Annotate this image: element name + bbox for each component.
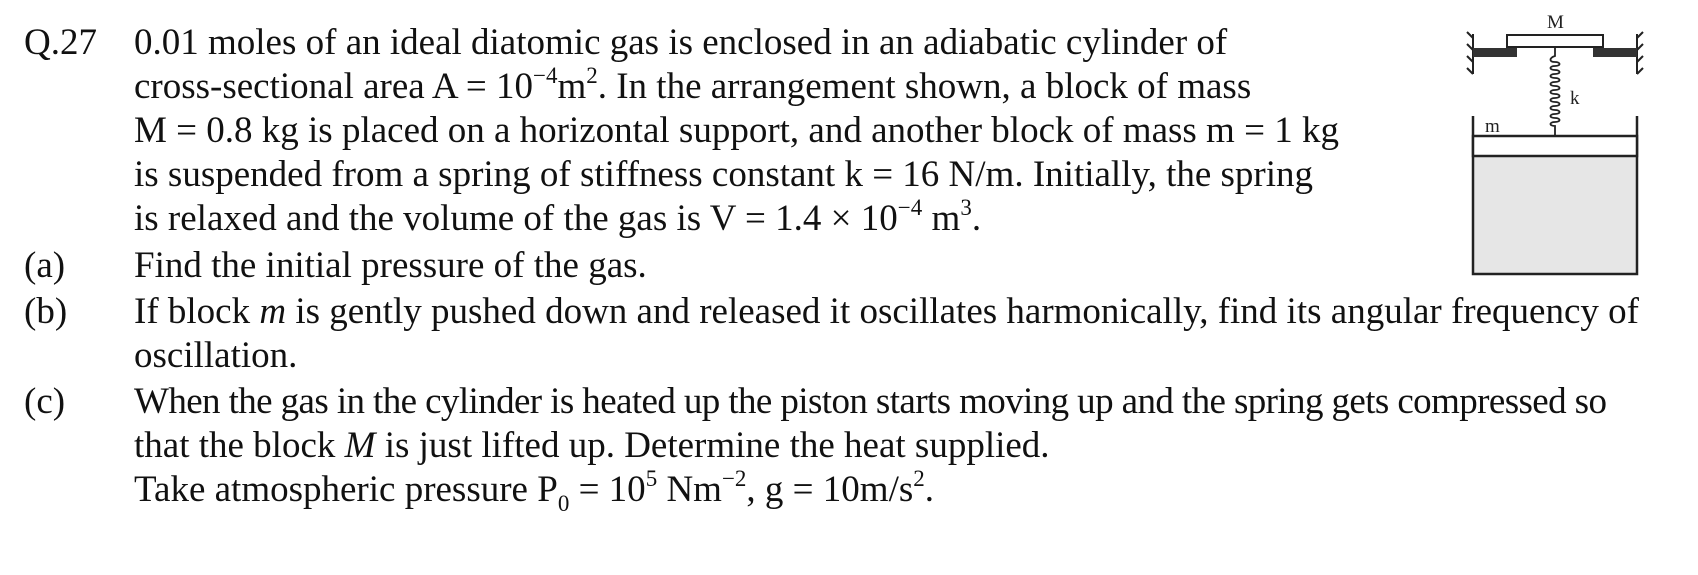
question-number: Q.27 [24, 22, 97, 63]
given-text: Take atmospheric pressure P [134, 469, 558, 510]
part-b-pre: If block [134, 291, 260, 332]
given-sup: −2 [721, 466, 747, 491]
given-text: , g = 10m/s [746, 469, 914, 510]
gas-region [1473, 156, 1637, 274]
given-sup: 2 [913, 466, 925, 491]
stem-line-4: is suspended from a spring of stiffness constant k = 16 N/m. Initially, the spring [134, 154, 1314, 195]
part-c-post: is just lifted up. Determine the heat supplied. [375, 425, 1050, 466]
stem-sup: 3 [960, 195, 972, 220]
cylinder-spring-figure [1465, 6, 1645, 278]
stem-sup: −4 [897, 195, 923, 220]
part-c-var: M [344, 425, 376, 466]
part-a-label: (a) [24, 245, 66, 286]
label-M: M [1547, 12, 1564, 33]
part-b-post: is gently pushed down and released it oscillates harmonically, find its angular frequency of [286, 291, 1639, 332]
block-m-piston [1473, 136, 1637, 156]
spring [1551, 47, 1560, 136]
part-c-pre: that the block [134, 425, 345, 466]
given-data [134, 467, 934, 517]
stem-line-3: M = 0.8 kg is placed on a horizontal support, and another block of mass m = 1 kg [134, 110, 1339, 151]
right-wall-hatch [1637, 32, 1643, 74]
part-c-label: (c) [24, 381, 66, 422]
label-m: m [1485, 116, 1500, 137]
part-c-text-2 [134, 423, 1050, 469]
given-text: Nm [657, 469, 722, 510]
block-M [1507, 35, 1603, 47]
left-support [1473, 48, 1517, 57]
part-b-var: m [259, 291, 287, 332]
stem-text: m [557, 66, 587, 107]
stem-line-2 [134, 64, 1251, 114]
stem-text: is relaxed and the volume of the gas is V = 1.4 × 10 [134, 198, 898, 239]
stem-sup: 2 [586, 63, 598, 88]
part-c-text: When the gas in the cylinder is heated up the piston starts moving up and the spring gets compressed so [134, 381, 1607, 422]
stem-text: m [922, 198, 961, 239]
label-k: k [1570, 88, 1580, 109]
stem-text: . [971, 198, 982, 239]
part-a-text: Find the initial pressure of the gas. [134, 245, 647, 286]
stem-line-1: 0.01 moles of an ideal diatomic gas is enclosed in an adiabatic cylinder of [134, 22, 1228, 63]
given-text: = 10 [569, 469, 646, 510]
stem-line-5 [134, 196, 981, 246]
stem-sup: −4 [532, 63, 558, 88]
given-sub: 0 [557, 491, 570, 516]
part-b-label: (b) [24, 291, 68, 332]
part-b-text [134, 289, 1639, 335]
given-sup: 5 [645, 466, 658, 491]
stem-text: . In the arrangement shown, a block of mass [597, 66, 1252, 107]
left-wall-hatch [1467, 32, 1473, 74]
given-text: . [924, 469, 934, 510]
part-b-text-2: oscillation. [134, 335, 298, 376]
right-support [1593, 48, 1637, 57]
stem-text: cross-sectional area A = 10 [134, 66, 533, 107]
